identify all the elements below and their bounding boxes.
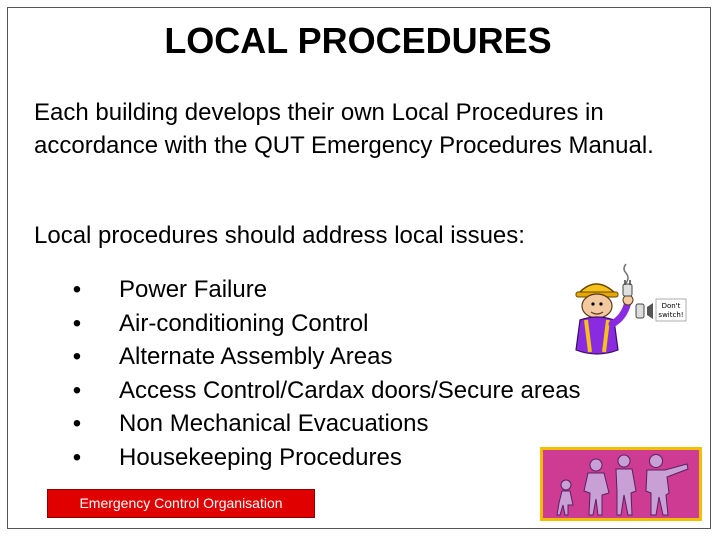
intro-paragraph: Each building develops their own Local Procedures in accordance with the QUT Emergency Procedures Manual. [34, 99, 654, 159]
slide-title: LOCAL PROCEDURES [164, 20, 552, 61]
bullet-icon: • [72, 276, 82, 303]
bullet-icon: • [72, 343, 82, 370]
bullet-icon: • [72, 309, 82, 337]
issues-heading: Local procedures should address local issues: [34, 222, 525, 249]
emergency-control-organisation-button[interactable]: Emergency Control Organisation [47, 489, 315, 518]
evacuation-clipart-icon [540, 447, 702, 521]
list-item-text: Access Control/Cardax doors/Secure areas [119, 376, 581, 404]
list-item-text: Housekeeping Procedures [119, 443, 402, 471]
list-item-text: Non Mechanical Evacuations [119, 410, 429, 437]
clipart-sign-line-2: switch! [658, 311, 684, 319]
worker-clipart-icon [566, 262, 696, 362]
bullet-icon: • [72, 410, 82, 437]
list-item-text: Alternate Assembly Areas [119, 343, 393, 370]
bullet-icon: • [72, 443, 82, 471]
list-item-text: Power Failure [119, 276, 268, 303]
clipart-sign-line-1: Don't [661, 302, 681, 310]
bullet-icon: • [72, 376, 82, 404]
list-item-text: Air-conditioning Control [119, 309, 369, 337]
